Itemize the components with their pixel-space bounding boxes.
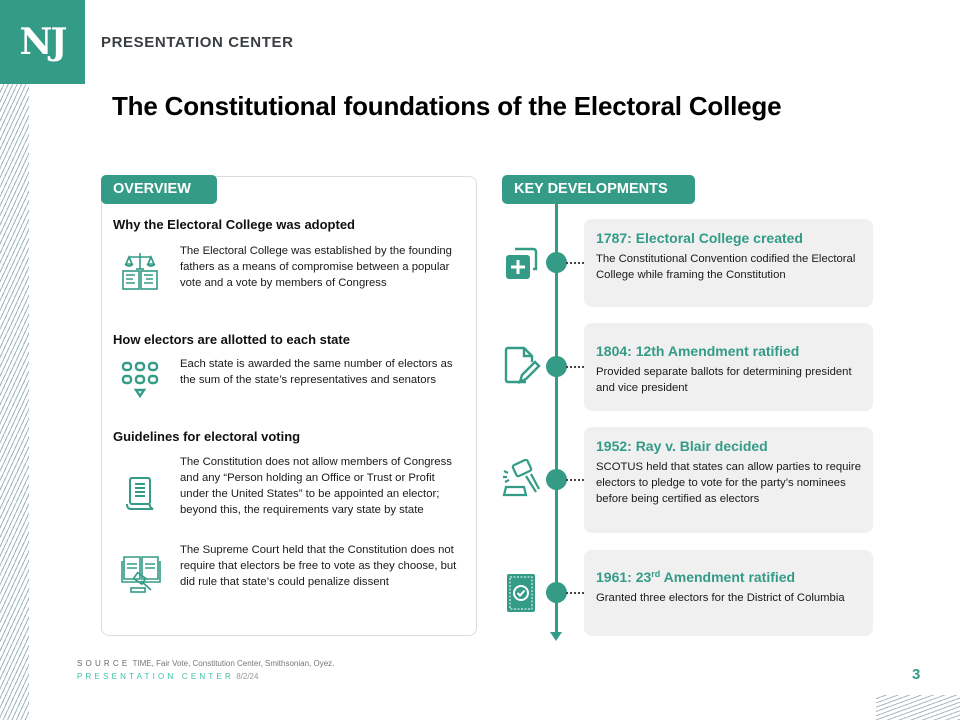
section-text: The Supreme Court held that the Constitution does not require that electors be free to vote as they choose, but did rule that state’s could penalize dissent [180, 544, 457, 588]
brand-name: PRESENTATION CENTER [101, 34, 294, 51]
gavel-icon [502, 459, 542, 506]
footer-presentation-center [77, 672, 258, 681]
timeline-dot [546, 356, 567, 377]
event-title: 1952: Ray v. Blair decided [596, 438, 768, 454]
key-developments-tag: KEY DEVELOPMENTS [502, 175, 695, 204]
logo-text: NJ [19, 21, 66, 63]
event-card [584, 219, 873, 307]
event-text: Provided separate ballots for determining president and vice president [596, 366, 852, 394]
scroll-document-icon [125, 476, 157, 517]
section-heading: How electors are allotted to each state [113, 332, 350, 347]
event-title-superscript: rd [651, 569, 661, 579]
timeline-connector [566, 592, 584, 594]
timeline-dot [546, 469, 567, 490]
people-grid-icon [121, 361, 161, 406]
overview-tag: OVERVIEW [101, 175, 217, 204]
page-title: The Constitutional foundations of the Electoral College [112, 91, 782, 121]
add-copy-icon [503, 245, 541, 286]
event-card [584, 427, 873, 533]
law-book-gavel-icon [121, 553, 161, 600]
page-number: 3 [912, 666, 921, 683]
event-title [596, 568, 861, 586]
timeline-connector [566, 366, 584, 368]
event-title: 1787: Electoral College created [596, 230, 803, 246]
section-heading: Why the Electoral College was adopted [113, 217, 355, 232]
event-card [584, 323, 873, 411]
nj-logo [0, 0, 85, 84]
section-text: Each state is awarded the same number of electors as the sum of the state’s representatives and senators [180, 358, 453, 386]
presentation-center-label: PRESENTATION CENTER [77, 672, 234, 681]
timeline-dot [546, 252, 567, 273]
event-card [584, 550, 873, 636]
event-text: Granted three electors for the District of Columbia [596, 592, 845, 604]
source-label: SOURCE [77, 659, 131, 668]
decorative-hatch-left [0, 84, 29, 720]
section-text: The Constitution does not allow members of Congress and any “Person holding an Office or Trust or Profit under the United States” to be appointed an elector; beyond this, the requirements vary state by state [180, 456, 452, 516]
section-heading: Guidelines for electoral voting [113, 429, 301, 444]
event-text: SCOTUS held that states can allow parties to require electors to pledge to vote for the party’s nominees before being certified as electors [596, 461, 861, 505]
event-title-prefix: 1961: 23 [596, 569, 652, 585]
timeline-dot [546, 582, 567, 603]
certified-document-icon [506, 573, 536, 618]
scales-book-icon [121, 251, 159, 298]
event-title-suffix: Amendment ratified [660, 569, 796, 585]
event-text: The Constitutional Convention codified the Electoral College while framing the Constitution [596, 253, 856, 281]
timeline-connector [566, 479, 584, 481]
timeline-connector [566, 262, 584, 264]
source-text: TIME, Fair Vote, Constitution Center, Smithsonian, Oyez. [132, 659, 335, 668]
event-title: 1804: 12th Amendment ratified [596, 343, 800, 359]
timeline-arrow-icon [550, 632, 562, 641]
footer-date: 8/2/24 [236, 672, 259, 681]
decorative-hatch-bottom-right [876, 695, 960, 720]
section-text: The Electoral College was established by the founding fathers as a means of compromise between a popular vote and a vote by members of Congress [180, 245, 452, 289]
document-edit-icon [504, 346, 542, 391]
footer-source [77, 659, 334, 668]
